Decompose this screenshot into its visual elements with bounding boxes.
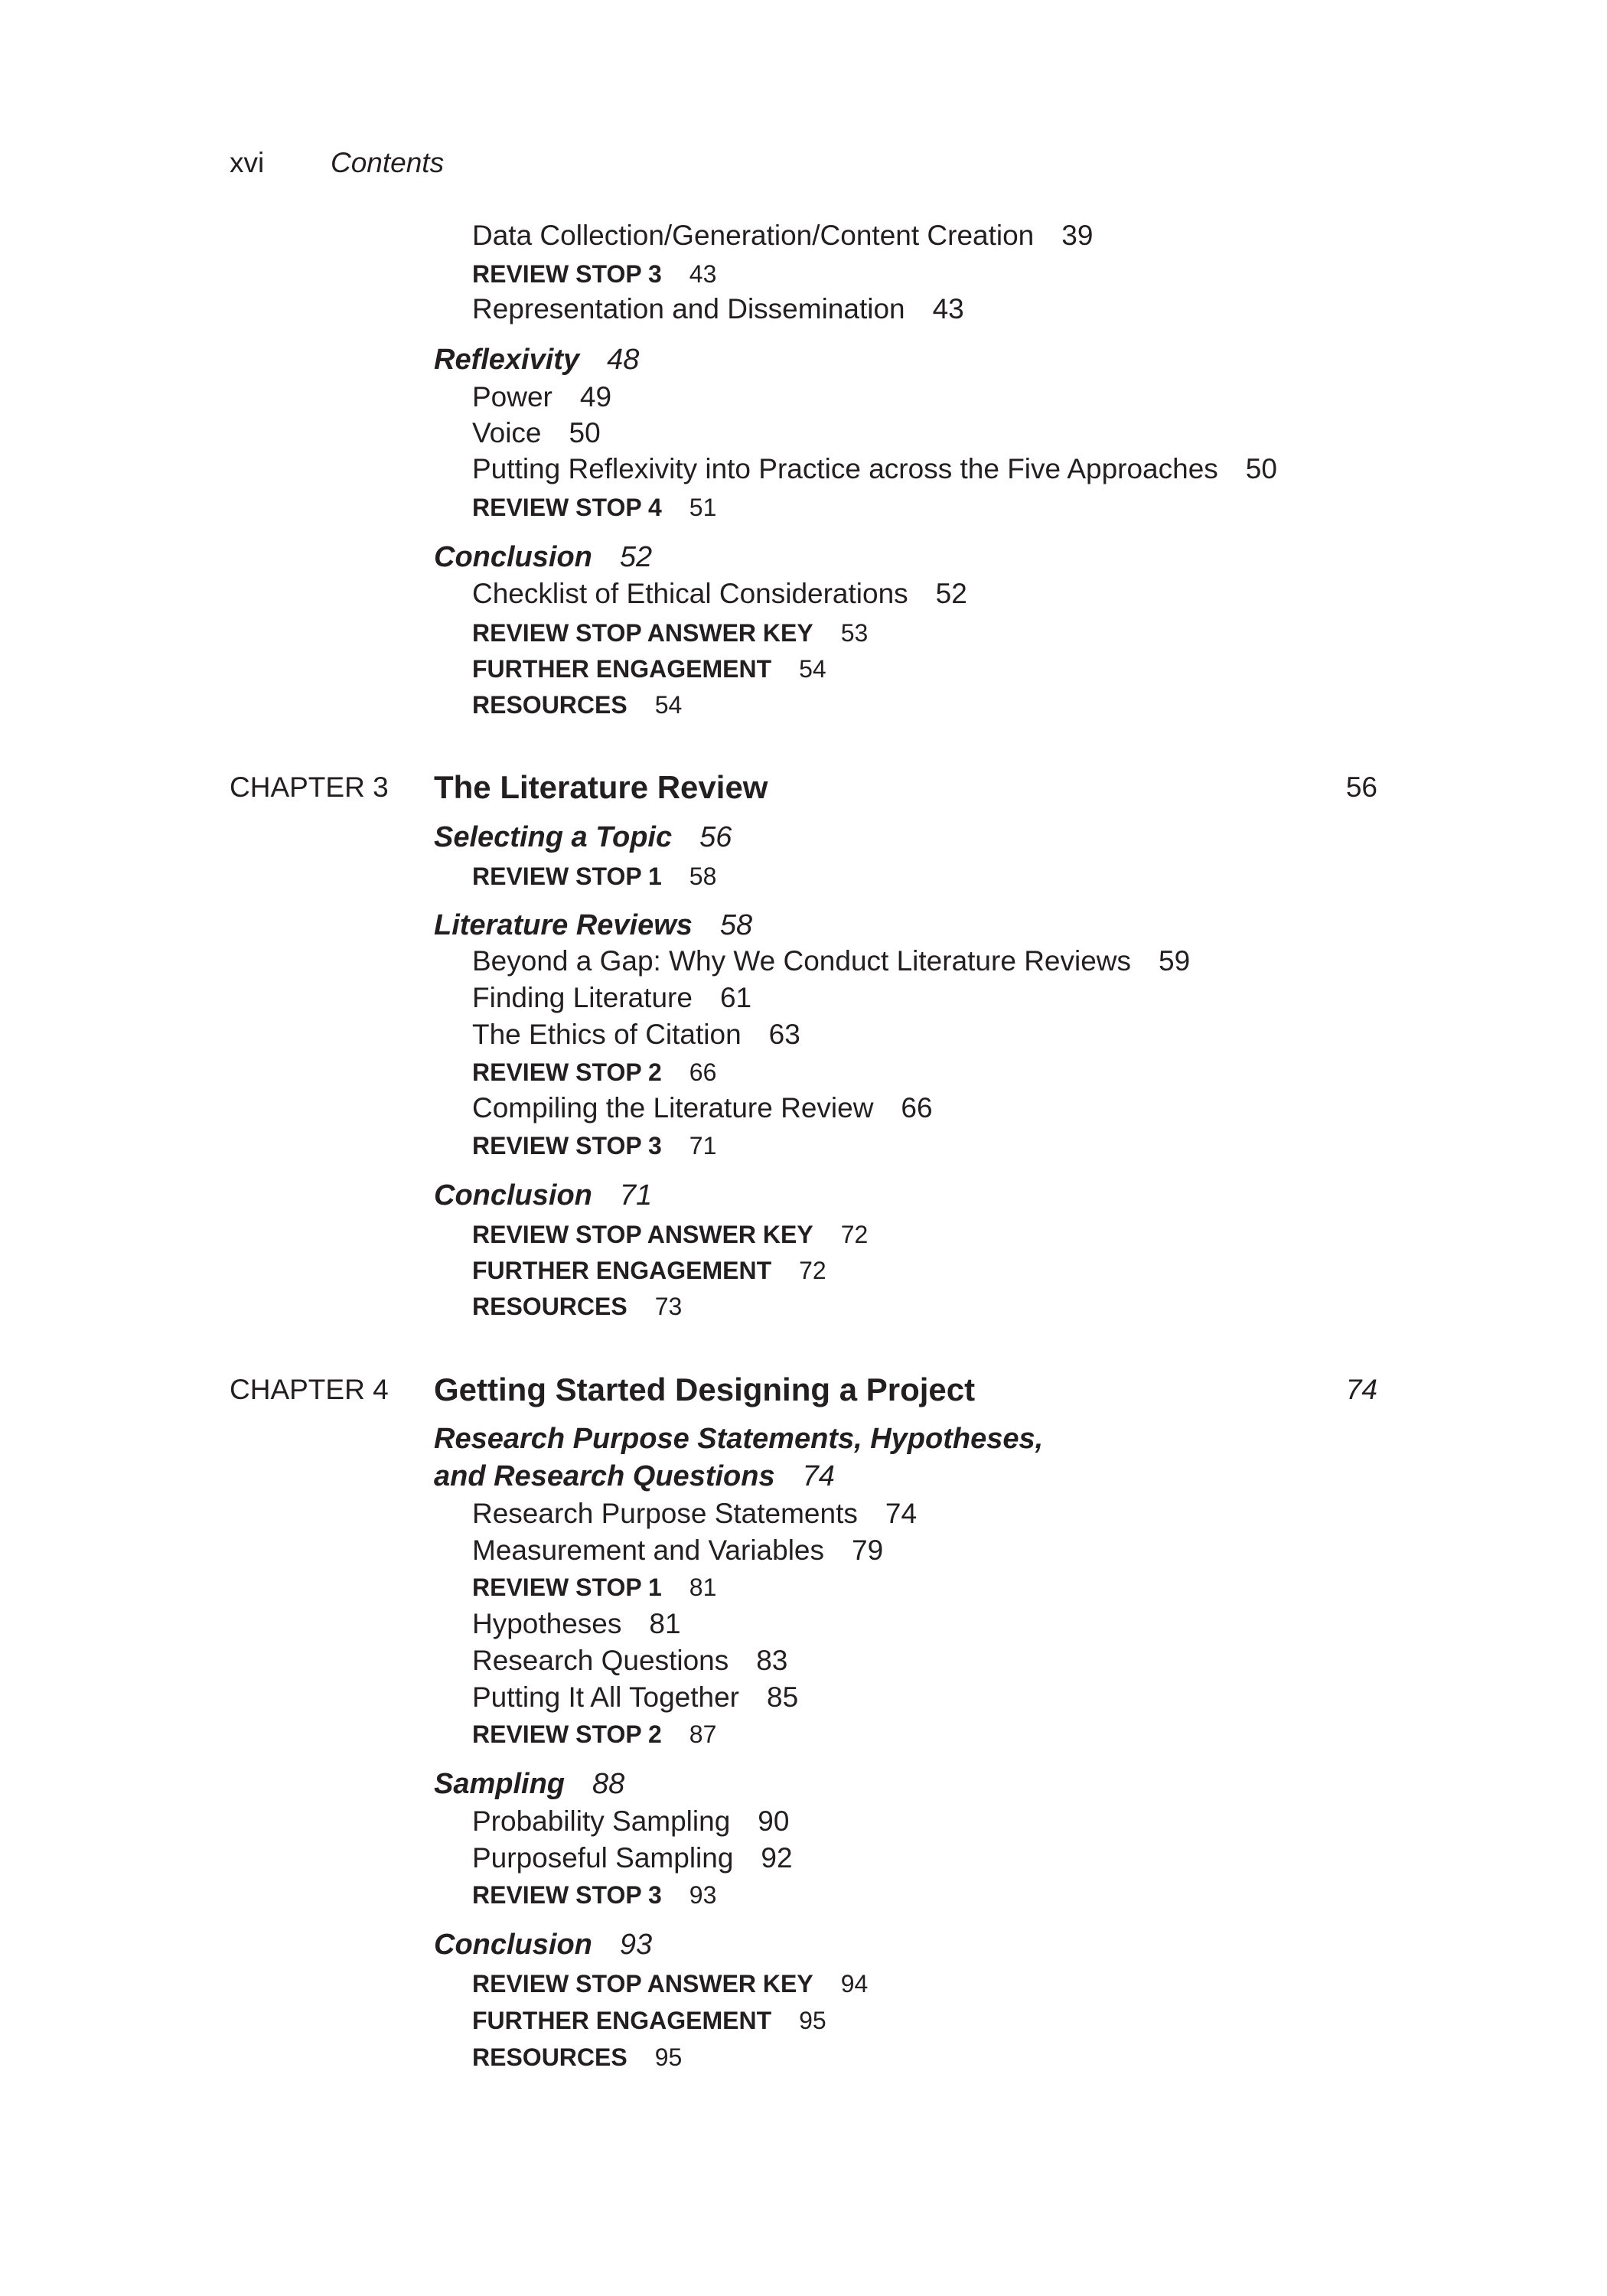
toc-entry-review-stop[interactable]: [472, 859, 716, 894]
toc-entry-text: RESOURCES: [472, 691, 627, 719]
toc-entry-text: REVIEW STOP 1: [472, 1574, 662, 1601]
toc-section-page: 93: [619, 1929, 653, 1961]
toc-section-heading[interactable]: [434, 341, 639, 378]
toc-entry-page: 72: [799, 1257, 826, 1284]
toc-entry-text: FURTHER ENGAGEMENT: [472, 655, 772, 683]
toc-entry[interactable]: [472, 452, 1277, 487]
toc-entry-text: REVIEW STOP 1: [472, 863, 662, 890]
toc-section-heading[interactable]: [434, 1766, 624, 1802]
running-head-title: Contents: [331, 147, 445, 178]
toc-entry-page: 72: [840, 1221, 869, 1248]
toc-section-page: 52: [619, 541, 653, 573]
toc-entry[interactable]: [472, 1017, 800, 1052]
toc-section-heading[interactable]: [434, 1177, 652, 1214]
toc-section-title: Reflexivity: [434, 344, 580, 376]
toc-entry-page: 50: [569, 417, 601, 448]
toc-entry-text: Putting It All Together: [472, 1681, 739, 1713]
toc-entry-text: FURTHER ENGAGEMENT: [472, 2007, 772, 2034]
toc-entry-text: Power: [472, 381, 553, 413]
toc-entry-text: REVIEW STOP 4: [472, 494, 662, 521]
toc-entry-answer-key[interactable]: [472, 615, 868, 651]
toc-entry-text: Hypotheses: [472, 1608, 622, 1639]
toc-entry[interactable]: [472, 380, 611, 415]
toc-entry-page: 59: [1159, 945, 1191, 977]
toc-entry-page: 43: [689, 260, 717, 288]
toc-entry[interactable]: [472, 1804, 789, 1839]
toc-section-page: 48: [607, 344, 640, 376]
toc-section-heading[interactable]: [434, 907, 752, 944]
toc-section-title: Selecting a Topic: [434, 821, 673, 853]
toc-entry-text: Finding Literature: [472, 982, 693, 1013]
toc-entry-text: REVIEW STOP ANSWER KEY: [472, 619, 813, 647]
toc-entry-text: FURTHER ENGAGEMENT: [472, 1257, 772, 1284]
toc-entry-resources[interactable]: [472, 1289, 682, 1324]
chapter-title[interactable]: Getting Started Designing a Project: [434, 1371, 976, 1407]
running-head: [230, 145, 444, 181]
toc-entry-review-stop[interactable]: [472, 1877, 716, 1913]
toc-entry[interactable]: [472, 944, 1190, 979]
toc-entry-page: 87: [689, 1720, 717, 1748]
toc-entry-text: REVIEW STOP ANSWER KEY: [472, 1221, 813, 1248]
toc-entry-text: Purposeful Sampling: [472, 1842, 734, 1874]
toc-entry[interactable]: [472, 576, 967, 612]
toc-section-title: Research Purpose Statements, Hypotheses,: [434, 1423, 1044, 1455]
toc-entry-text: Measurement and Variables: [472, 1534, 825, 1566]
toc-section-title: Literature Reviews: [434, 909, 693, 941]
toc-section-page: 58: [719, 909, 753, 941]
toc-entry-page: 53: [840, 619, 869, 647]
toc-section-page: 88: [592, 1768, 625, 1800]
toc-section-heading-line2[interactable]: [434, 1458, 835, 1495]
toc-entry-page: 49: [579, 381, 612, 413]
toc-section-heading-line1[interactable]: [434, 1420, 1043, 1457]
toc-entry-further-engagement[interactable]: [472, 1253, 826, 1288]
toc-entry-text: REVIEW STOP 2: [472, 1058, 662, 1086]
toc-entry[interactable]: [472, 980, 751, 1016]
toc-entry-page: 61: [719, 982, 752, 1013]
chapter-page: 74: [1345, 1374, 1377, 1405]
toc-entry-text: REVIEW STOP 3: [472, 260, 662, 288]
toc-entry-text: RESOURCES: [472, 1293, 627, 1320]
toc-entry-further-engagement[interactable]: [472, 2003, 826, 2038]
toc-entry-page: 74: [885, 1498, 918, 1529]
toc-entry-review-stop[interactable]: [472, 1128, 716, 1163]
toc-entry-page: 81: [649, 1608, 681, 1639]
toc-entry-page: 66: [901, 1092, 933, 1124]
toc-entry-page: 50: [1245, 453, 1277, 484]
toc-entry-page: 51: [689, 494, 717, 521]
toc-entry[interactable]: [472, 1643, 787, 1678]
toc-entry-page: 39: [1061, 220, 1094, 251]
toc-entry-page: 90: [758, 1805, 790, 1837]
toc-entry-text: Putting Reflexivity into Practice across the Five Approaches: [472, 453, 1218, 484]
toc-entry-page: 85: [767, 1681, 799, 1713]
toc-entry[interactable]: [472, 218, 1093, 253]
toc-entry-text: REVIEW STOP 2: [472, 1720, 662, 1748]
toc-entry-review-stop[interactable]: [472, 490, 716, 525]
page-folio: xvi: [230, 147, 265, 178]
toc-section-title: Conclusion: [434, 541, 592, 573]
toc-entry-text: REVIEW STOP 3: [472, 1881, 662, 1909]
toc-entry-answer-key[interactable]: [472, 1217, 868, 1252]
toc-entry-page: 93: [689, 1881, 717, 1909]
toc-entry-page: 92: [761, 1842, 793, 1874]
toc-entry[interactable]: [472, 1680, 798, 1715]
toc-entry-page: 71: [689, 1132, 717, 1159]
toc-entry-answer-key[interactable]: [472, 1966, 868, 2001]
toc-entry-text: Research Purpose Statements: [472, 1498, 858, 1529]
chapter-title[interactable]: The Literature Review: [434, 769, 768, 805]
chapter-page: 56: [1345, 771, 1377, 803]
toc-entry[interactable]: [472, 1496, 917, 1531]
toc-entry-resources[interactable]: [472, 687, 682, 722]
toc-entry-page: 81: [689, 1574, 717, 1601]
toc-section-title: Conclusion: [434, 1929, 592, 1961]
toc-entry-review-stop[interactable]: [472, 1570, 716, 1605]
toc-entry-page: 66: [689, 1058, 717, 1086]
toc-entry-review-stop[interactable]: [472, 1717, 716, 1752]
toc-section-page: 74: [802, 1460, 835, 1492]
toc-entry-page: 52: [935, 578, 967, 609]
toc-entry-further-engagement[interactable]: [472, 651, 826, 687]
toc-entry-text: REVIEW STOP 3: [472, 1132, 662, 1159]
toc-entry-page: 43: [932, 293, 964, 325]
toc-entry-review-stop[interactable]: [472, 1055, 716, 1090]
toc-entry-page: 73: [654, 1293, 683, 1320]
toc-entry[interactable]: [472, 1841, 793, 1876]
toc-entry-text: The Ethics of Citation: [472, 1019, 742, 1050]
toc-section-title: Conclusion: [434, 1179, 592, 1212]
toc-entry-text: RESOURCES: [472, 2043, 627, 2071]
toc-entry-text: Checklist of Ethical Considerations: [472, 578, 908, 609]
toc-entry-text: Beyond a Gap: Why We Conduct Literature Reviews: [472, 945, 1132, 977]
toc-entry-page: 94: [840, 1970, 869, 1998]
toc-entry[interactable]: [472, 1533, 883, 1568]
toc-entry-page: 58: [689, 863, 717, 890]
toc-entry-review-stop[interactable]: [472, 256, 716, 292]
toc-entry-page: 54: [799, 655, 826, 683]
toc-entry-text: REVIEW STOP ANSWER KEY: [472, 1970, 813, 1998]
toc-section-heading[interactable]: [434, 1926, 652, 1963]
toc-entry-page: 54: [654, 691, 683, 719]
toc-section-page: 71: [619, 1179, 653, 1212]
toc-section-title: and Research Questions: [434, 1460, 775, 1492]
toc-entry-page: 95: [654, 2043, 683, 2071]
toc-entry-text: Research Questions: [472, 1645, 729, 1676]
toc-entry-text: Probability Sampling: [472, 1805, 731, 1837]
toc-section-heading[interactable]: [434, 539, 652, 576]
toc-entry[interactable]: [472, 1091, 933, 1126]
toc-section-heading[interactable]: [434, 819, 732, 856]
toc-entry[interactable]: [472, 1606, 681, 1642]
toc-entry-page: 95: [799, 2007, 826, 2034]
toc-entry-text: Representation and Dissemination: [472, 293, 905, 325]
toc-entry[interactable]: [472, 292, 964, 327]
toc-entry-page: 83: [756, 1645, 788, 1676]
chapter-label: CHAPTER 4: [230, 1374, 389, 1405]
toc-entry-text: Compiling the Literature Review: [472, 1092, 874, 1124]
toc-entry[interactable]: [472, 416, 601, 451]
toc-entry-page: 63: [768, 1019, 800, 1050]
toc-entry-text: Voice: [472, 417, 542, 448]
toc-section-page: 56: [699, 821, 732, 853]
chapter-label: CHAPTER 3: [230, 771, 389, 803]
toc-entry-page: 79: [852, 1534, 884, 1566]
toc-entry-text: Data Collection/Generation/Content Creation: [472, 220, 1035, 251]
toc-section-title: Sampling: [434, 1768, 566, 1800]
toc-entry-resources[interactable]: [472, 2040, 682, 2075]
